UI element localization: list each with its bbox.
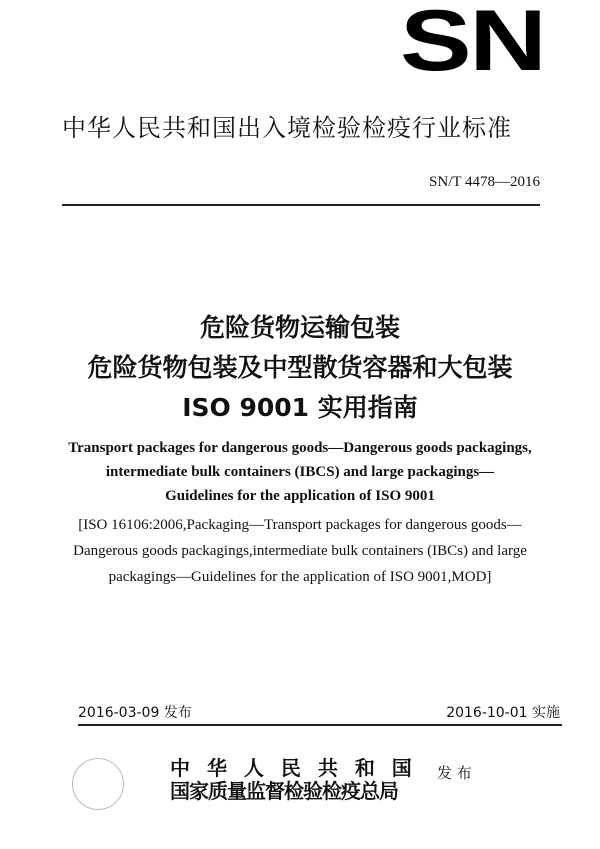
issuer-line: 国家质量监督检验检疫总局: [170, 779, 398, 803]
issued-label: 发 布: [437, 764, 472, 782]
english-title-line: Guidelines for the application of ISO 9001: [165, 488, 435, 504]
english-title-line: Transport packages for dangerous goods—Dangerous goods packagings,: [68, 440, 532, 456]
english-title-line: intermediate bulk containers (IBCS) and large packagings—: [105, 464, 495, 480]
equivalence-line: Dangerous goods packagings,intermediate bulk containers (IBCs) and large: [73, 543, 527, 559]
footer-divider: [78, 724, 562, 726]
seal-stamp: [72, 758, 124, 810]
effective-date: 2016-10-01 实施: [446, 705, 560, 721]
sn-logo: SN: [400, 0, 545, 89]
header-divider: [62, 204, 540, 206]
chinese-title-line: 危险货物包装及中型散货容器和大包装: [87, 353, 513, 382]
standard-code: SN/T 4478—2016: [429, 174, 540, 190]
organization-title: 中华人民共和国出入境检验检疫行业标准: [62, 114, 512, 142]
issuer-line: 中 华 人 民 共 和 国: [170, 756, 417, 780]
equivalence-line: [ISO 16106:2006,Packaging—Transport packages for dangerous goods—: [78, 517, 522, 533]
chinese-title-line: 危险货物运输包装: [199, 313, 400, 342]
equivalence-line: packagings—Guidelines for the application of ISO 9001,MOD]: [108, 569, 492, 585]
chinese-title-line: ISO 9001 实用指南: [182, 393, 418, 422]
issue-date: 2016-03-09 发布: [78, 705, 192, 721]
